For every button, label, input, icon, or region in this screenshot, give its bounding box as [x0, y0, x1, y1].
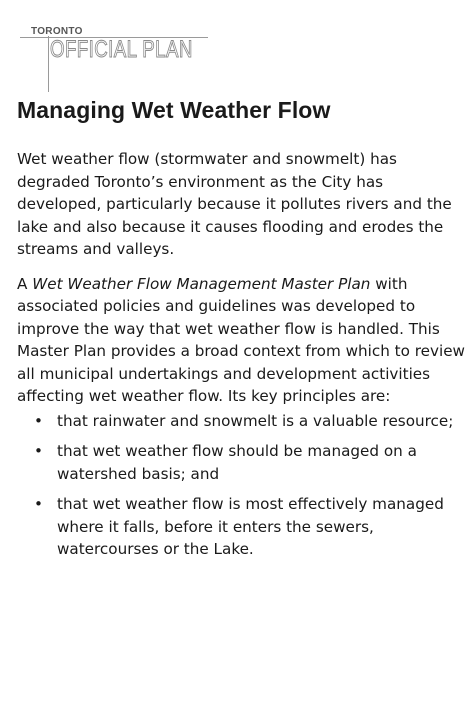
master-plan-title: Wet Weather Flow Management Master Plan	[32, 274, 371, 293]
bullet-icon: •	[34, 495, 43, 513]
paragraph-prefix: A	[17, 274, 33, 293]
list-item-text: that wet weather flow should be managed on a watershed basis; and	[57, 442, 417, 483]
logo-rule-vertical	[48, 36, 49, 92]
intro-paragraph: Wet weather flow (stormwater and snowmelt) has degraded Toronto’s environment as the City has developed, particularly because it pollutes rivers and the lake and also because it causes flooding and erodes the streams and valleys.	[17, 150, 452, 258]
toronto-official-plan-logo	[20, 22, 210, 82]
section-title: Managing Wet Weather Flow	[17, 97, 331, 123]
list-item-text: that wet weather flow is most effectively managed where it falls, before it enters the sewers, watercourses or the Lake.	[57, 495, 444, 558]
section-body	[17, 148, 465, 569]
master-plan-paragraph	[17, 273, 465, 408]
logo-official-plan-text: OFFICIAL PLAN	[50, 36, 193, 63]
list-item	[17, 410, 465, 433]
logo-toronto-text: TORONTO	[31, 26, 83, 37]
bullet-icon: •	[34, 411, 43, 430]
paragraph-suffix: with associated policies and guidelines was developed to improve the way that wet weather flow is handled. This Master Plan provides a broad context from which to review all municipal undertakings and development activities affecting wet weather flow. Its key principles are:	[17, 274, 465, 405]
bullet-icon: •	[34, 442, 43, 460]
list-item	[17, 493, 465, 561]
key-principles-list	[17, 410, 465, 561]
list-item-text: that rainwater and snowmelt is a valuable resource;	[57, 411, 454, 430]
list-item	[17, 440, 465, 485]
